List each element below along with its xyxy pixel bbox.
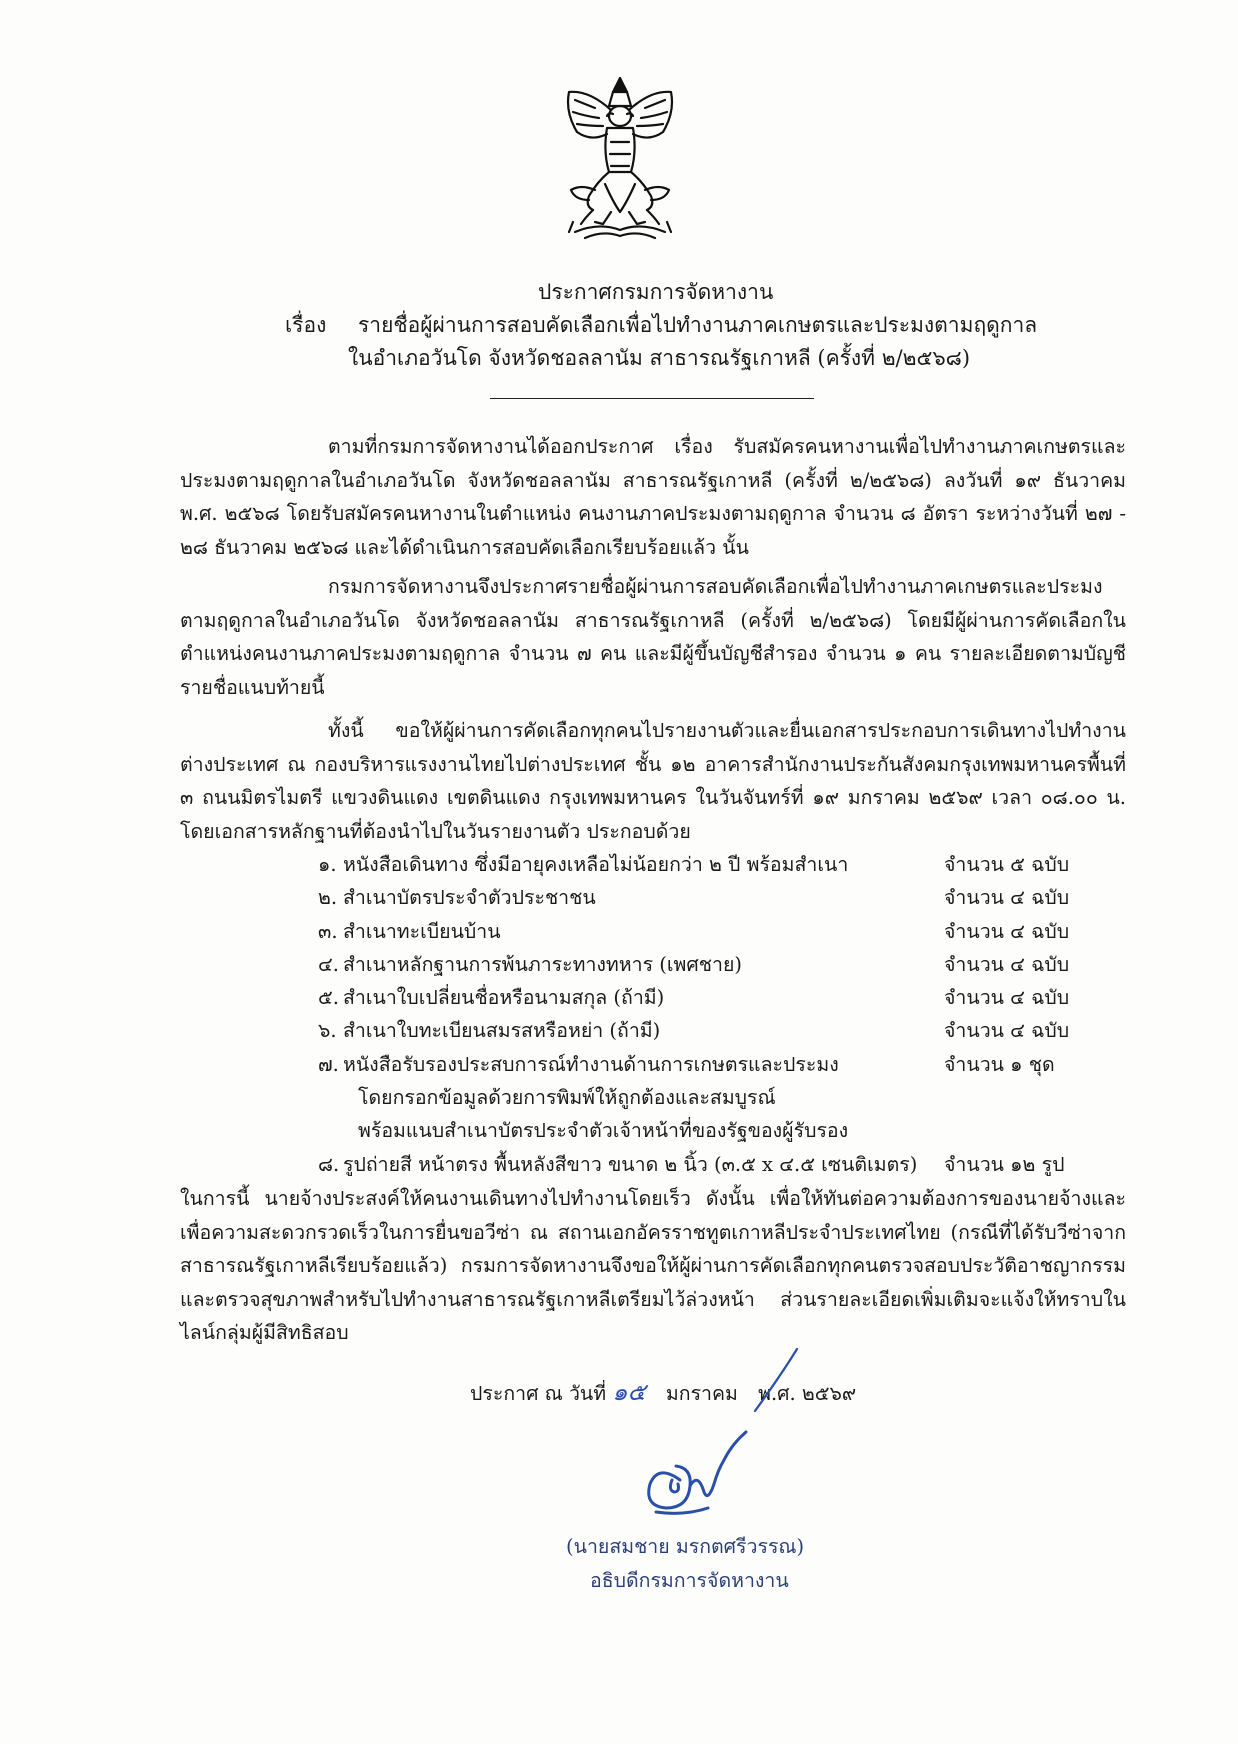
- date-prefix: ประกาศ ณ วันที่: [470, 1382, 607, 1405]
- signatory-name: (นายสมชาย มรกตศรีวรรณ): [566, 1535, 805, 1558]
- signatory-position: อธิบดีกรมการจัดหางาน: [590, 1569, 789, 1592]
- list-item: ๖. สำเนาใบทะเบียนสมรสหรือหย่า (ถ้ามี) จำนวน ๔ ฉบับ: [318, 1019, 1070, 1043]
- list-item-continuation: พร้อมแนบสำเนาบัตรประจำตัวเจ้าหน้าที่ของรัฐของผู้รับรอง: [358, 1119, 849, 1143]
- list-item: ๑. หนังสือเดินทาง ซึ่งมีอายุคงเหลือไม่น้อยกว่า ๒ ปี พร้อมสำเนา จำนวน ๕ ฉบับ: [318, 853, 1070, 876]
- paragraph-4-text: ในการนี้ นายจ้างประสงค์ให้คนงานเดินทางไปทำงานโดยเร็ว ดังนั้น เพื่อให้ทันต่อความต้องการของนายจ้างและเพื่อความสะดวกรวดเร็วในการยื่นขอวีซ่า ณ สถานเอกอัครราชทูตเกาหลีประจำประเทศไทย (กรณีที่ได้รับวีซ่าจากสาธารณรัฐเกาหลีเรียบร้อยแล้ว) กรมการจัดหางานจึงขอให้ผู้ผ่านการคัดเลือกทุกคนตรวจสอบประวัติอาชญากรรม และตรวจสุขภาพสำหรับไปทำงานสาธารณรัฐเกาหลีเตรียมไว้ล่วงหน้า ส่วนรายละเอียดเพิ่มเติมจะแจ้งให้ทราบในไลน์กลุ่มผู้มีสิทธิสอบ: [180, 1187, 1126, 1344]
- list-item: ๓. สำเนาทะเบียนบ้าน จำนวน ๔ ฉบับ: [318, 919, 1070, 943]
- pen-stroke-mark: [745, 1345, 805, 1415]
- header-divider: [490, 398, 814, 399]
- paragraph-2-text: กรมการจัดหางานจึงประกาศรายชื่อผู้ผ่านการสอบคัดเลือกเพื่อไปทำงานภาคเกษตรและประมงตามฤดูกาลในอำเภอวันโด จังหวัดชอลลานัม สาธารณรัฐเกาหลี (ครั้งที่ ๒/๒๕๖๘) โดยมีผู้ผ่านการคัดเลือกในตำแหน่งคนงานภาคประมงตามฤดูกาล จำนวน ๗ คน และมีผู้ขึ้นบัญชีสำรอง จำนวน ๑ คน รายละเอียดตามบัญชีรายชื่อแนบท้ายนี้: [180, 575, 1126, 699]
- paragraph-1-text: ตามที่กรมการจัดหางานได้ออกประกาศ เรื่อง รับสมัครคนหางานเพื่อไปทำงานภาคเกษตรและประมงตามฤดูกาลในอำเภอวันโด จังหวัดชอลลานัม สาธารณรัฐเกาหลี (ครั้งที่ ๒/๒๕๖๘) ลงวันที่ ๑๙ ธันวาคม พ.ศ. ๒๕๖๘ โดยรับสมัครคนหางานในตำแหน่ง คนงานภาคประมงตามฤดูกาล จำนวน ๘ อัตรา ระหว่างวันที่ ๒๗ - ๒๘ ธันวาคม ๒๕๖๘ และได้ดำเนินการสอบคัดเลือกเรียบร้อยแล้ว นั้น: [180, 435, 1126, 559]
- list-item-continuation: โดยกรอกข้อมูลด้วยการพิมพ์ให้ถูกต้องและสมบูรณ์: [358, 1086, 776, 1110]
- subject-line-1: รายชื่อผู้ผ่านการสอบคัดเลือกเพื่อไปทำงานภาคเกษตรและประมงตามฤดูกาล: [358, 313, 1038, 337]
- paragraph-1: [180, 430, 1126, 564]
- list-item: ๘. รูปถ่ายสี หน้าตรง พื้นหลังสีขาว ขนาด ๒ นิ้ว (๓.๕ x ๔.๕ เซนติเมตร) จำนวน ๑๒ รูป: [318, 1152, 1065, 1176]
- signature-icon: [628, 1420, 768, 1520]
- paragraph-3: [180, 714, 1126, 848]
- list-item: ๒. สำเนาบัตรประจำตัวประชาชน จำนวน ๔ ฉบับ: [318, 886, 1070, 910]
- paragraph-2: [180, 570, 1126, 704]
- handwritten-day: ๑๕: [612, 1378, 646, 1406]
- list-item: ๗. หนังสือรับรองประสบการณ์ทำงานด้านการเกษตรและประมง จำนวน ๑ ชุด: [318, 1052, 1055, 1076]
- date-month: มกราคม: [665, 1382, 738, 1405]
- subject-line-2: ในอำเภอวันโด จังหวัดชอลลานัม สาธารณรัฐเกาหลี (ครั้งที่ ๒/๒๕๖๘): [348, 346, 971, 370]
- date-year: พ.ศ. ๒๕๖๙: [758, 1382, 857, 1405]
- paragraph-3-text: ทั้งนี้ ขอให้ผู้ผ่านการคัดเลือกทุกคนไปรายงานตัวและยื่นเอกสารประกอบการเดินทางไปทำงานต่างประเทศ ณ กองบริหารแรงงานไทยไปต่างประเทศ ชั้น ๑๒ อาคารสำนักงานประกันสังคมกรุงเทพมหานครพื้นที่ ๓ ถนนมิตรไมตรี แขวงดินแดง เขตดินแดง กรุงเทพมหานคร ในวันจันทร์ที่ ๑๙ มกราคม ๒๕๖๙ เวลา ๐๘.๐๐ น. โดยเอกสารหลักฐานที่ต้องนำไปในวันรายงานตัว ประกอบด้วย: [180, 719, 1126, 843]
- list-item: ๔. สำเนาหลักฐานการพ้นภาระทางทหาร (เพศชาย) จำนวน ๔ ฉบับ: [318, 952, 1070, 976]
- garuda-emblem-icon: [555, 72, 685, 242]
- subject-label: เรื่อง: [285, 313, 327, 337]
- document-list: [180, 848, 1126, 1181]
- announcement-title: ประกาศกรมการจัดหางาน: [538, 280, 774, 304]
- paragraph-4: [180, 1182, 1126, 1350]
- list-item: ๕. สำเนาใบเปลี่ยนชื่อหรือนามสกุล (ถ้ามี) จำนวน ๔ ฉบับ: [318, 986, 1070, 1010]
